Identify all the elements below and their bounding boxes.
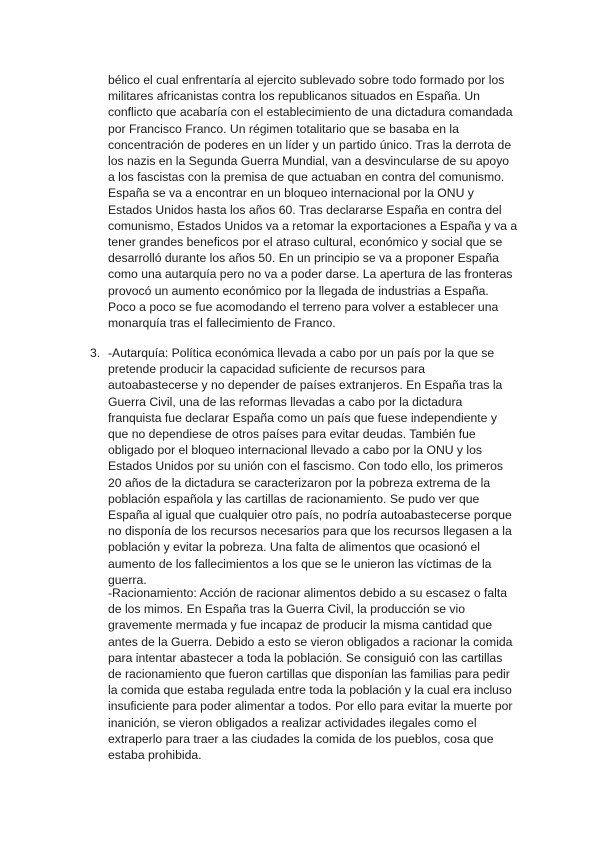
paragraph-continuation: bélico el cual enfrentaría al ejercito sublevado sobre todo formado por los militares africanistas contra los republicanos situados en España. Un conflicto que acabaría con el establecimiento de una dictadura comandada por Francisco Franco. Un régimen totalitario que se basaba en la concentración de poderes en un líder y un partido único. Tras la derrota de los nazis en la Segunda Guerra Mundial, van a desvincularse de su apoyo a los fascistas con la premisa de que actuaban en contra del comunismo. España se va a encontrar en un bloqueo internacional por la ONU y Estados Unidos hasta los años 60. Tras declararse España en contra del comunismo, Estados Unidos va a retomar la exportaciones a España y va a tener grandes beneficos por el atraso cultural, económico y social que se desarrolló durante los años 50. En un principio se va a proponer España como una autarquía pero no va a poder darse. La apertura de las fronteras provocó un aumento económico por la llegada de industrias a España. Poco a poco se fue acomodando el terreno para volver a establecer una monarquía tras el fallecimiento de Franco. — [108, 73, 518, 331]
list-item-number: 3. — [90, 346, 101, 360]
definition-racionamiento: -Racionamiento: Acción de racionar alimentos debido a su escasez o falta de los mimos. En España tras la Guerra Civil, la producción se vio gravemente mermada y fue incapaz de producir la misma cantidad que antes de la Guerra. Debido a esto se vieron obligados a racionar la comida para intentar abastecer a toda la población. Se consiguió con las cartillas de racionamiento que fueron cartillas que disponían las familias para pedir la comida que estaba regulada entre toda la población y la cual era incluso insuficiente para poder alimentar a todos. Por ello para evitar la muerte por inanición, se vieron obligados a realizar actividades ilegales como el extraperlo para traer a las ciudades la comida de los pueblos, cosa que estaba prohibida. — [108, 586, 513, 763]
definition-autarquia: -Autarquía: Política económica llevada a cabo por un país por la que se pretende producir la capacidad suficiente de recursos para autoabastecerse y no depender de países extranjeros. En España tras la Guerra Civil, una de las reformas llevadas a cabo por la dictadura franquista fue declarar España como un país que fuese independiente y que no dependiese de otros países para evitar deudas. También fue obligado por el bloqueo internacional llevado a cabo por la ONU y los Estados Unidos por su unión con el fascismo. Con todo ello, los primeros 20 años de la dictadura se caracterizaron por la pobreza extrema de la población española y las cartillas de racionamiento. Se pudo ver que España al igual que cualquier otro país, no podría autoabastecerse porque no disponía de los recursos necesarios para que los recursos llegasen a la población y evitar la pobreza. Una falta de alimentos que ocasionó el aumento de los fallecimientos a los que se le unieron las víctimas de la guerra. — [108, 346, 512, 587]
